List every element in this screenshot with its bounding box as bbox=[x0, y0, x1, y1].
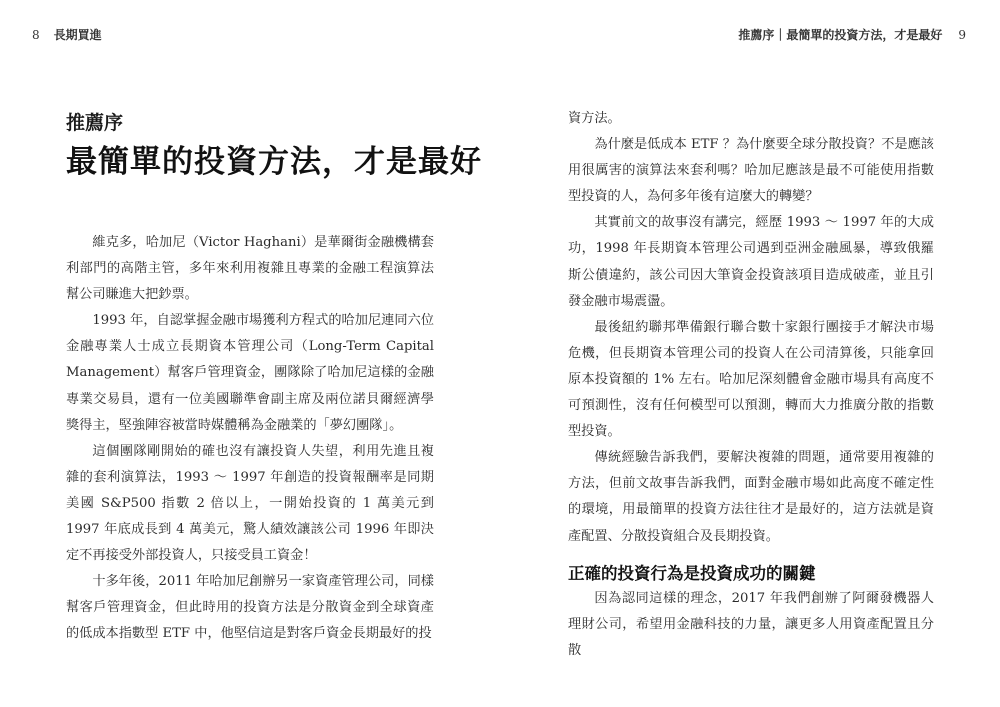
paragraph: 維克多，哈加尼（Victor Haghani）是華爾街金融機構套利部門的高階主管，多年來利用複雜且專業的金融工程演算法幫公司賺進大把鈔票。 bbox=[66, 235, 434, 303]
left-body-text bbox=[66, 230, 434, 648]
right-page bbox=[500, 0, 1000, 707]
paragraph-continuation: 資方法。 bbox=[568, 111, 621, 126]
page-number: 9 bbox=[958, 28, 966, 42]
paragraph: 十多年後，2011 年哈加尼創辦另一家資產管理公司，同樣幫客戶管理資金，但此時用的投資方法是分散資金到全球資產的低成本指數型 ETF 中，他堅信這是對客戶資金長期最好的投 bbox=[66, 574, 434, 642]
section-heading: 正確的投資行為是投資成功的關鍵 bbox=[568, 564, 816, 583]
paragraph: 傳統經驗告訴我們，要解決複雜的問題，通常要用複雜的方法，但前文故事告訴我們，面對金融市場如此高度不確定性的環境，用最簡單的投資方法往往才是最好的，這方法就是資產配置、分散投資組合及長期投資。 bbox=[568, 450, 934, 544]
book-title: 長期買進 bbox=[53, 28, 102, 42]
chapter-label: 推薦序 bbox=[66, 112, 124, 134]
page-number: 8 bbox=[32, 28, 40, 42]
right-body-text-after-heading bbox=[568, 586, 934, 664]
left-running-head bbox=[32, 26, 102, 43]
right-running-head bbox=[738, 26, 966, 43]
right-body-text bbox=[568, 106, 934, 550]
paragraph: 這個團隊剛開始的確也沒有讓投資人失望，利用先進且複雜的套利演算法，1993 ～ 1997 年創造的投資報酬率是同期美國 S&P500 指數 2 倍以上，一開始投資的 1 萬美元到 1997 年底成長到 4 萬美元，驚人績效讓該公司 1996 年即決定不再接受外部投資人，只接受員工資金！ bbox=[66, 443, 434, 564]
paragraph: 1993 年，自認掌握金融市場獲利方程式的哈加尼連同六位金融專業人士成立長期資本管理公司（Long-Term Capital Management）幫客戶管理資金，團隊除了哈加尼這樣的金融專業交易員，還有一位美國聯準會副主席及兩位諾貝爾經濟學獎得主，堅強陣容被當時媒體稱為金融業的「夢幻團隊」。 bbox=[66, 313, 434, 433]
chapter-title: 最簡單的投資方法，才是最好 bbox=[66, 144, 482, 180]
paragraph: 因為認同這樣的理念，2017 年我們創辦了阿爾發機器人理財公司，希望用金融科技的力量，讓更多人用資產配置且分散 bbox=[568, 591, 934, 659]
chapter-running-title: 推薦序｜最簡單的投資方法，才是最好 bbox=[738, 28, 943, 42]
paragraph: 其實前文的故事沒有講完，經歷 1993 ～ 1997 年的大成功，1998 年長期資本管理公司遇到亞洲金融風暴，導致俄羅斯公債違約，該公司因大筆資金投資該項目造成破產，並且引發金融市場震盪。 bbox=[568, 215, 934, 309]
paragraph: 最後紐約聯邦準備銀行聯合數十家銀行團接手才解決市場危機，但長期資本管理公司的投資人在公司清算後，只能拿回原本投資額的 1% 左右。哈加尼深刻體會金融市場具有高度不可預測性，沒有任何模型可以預測，轉而大力推廣分散的指數型投資。 bbox=[568, 319, 934, 440]
paragraph: 為什麼是低成本 ETF ？為什麼要全球分散投資？不是應該用很厲害的演算法來套利嗎？哈加尼應該是最不可能使用指數型投資的人，為何多年後有這麼大的轉變？ bbox=[568, 137, 934, 205]
